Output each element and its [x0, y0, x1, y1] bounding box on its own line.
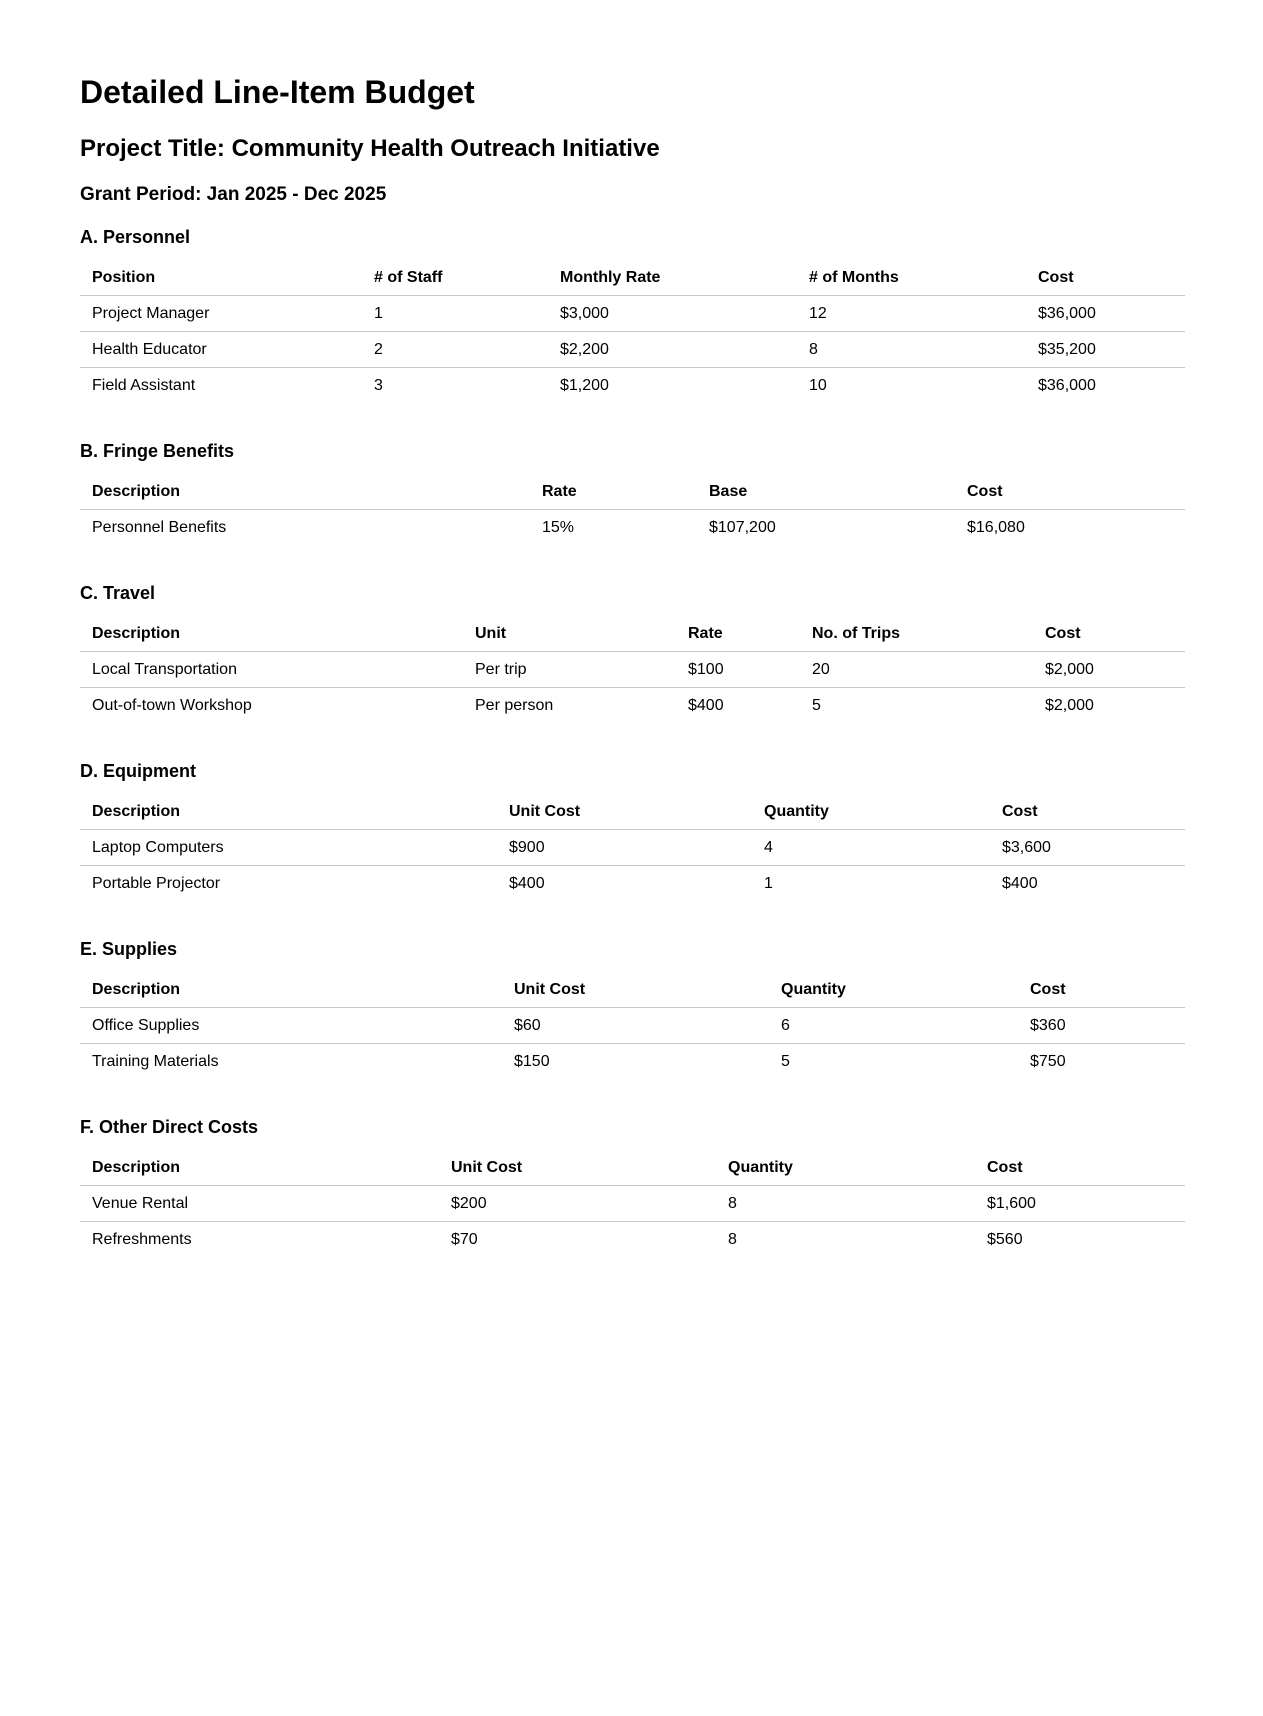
column-header: Cost	[990, 795, 1185, 830]
table-cell: $360	[1018, 1008, 1185, 1044]
table-row	[80, 1044, 1185, 1080]
table-cell: $150	[514, 1053, 550, 1070]
table-cell: 1	[362, 296, 548, 332]
travel-table	[80, 617, 1185, 723]
table-cell: $16,080	[967, 519, 1025, 536]
table-cell: $900	[497, 830, 752, 866]
table-header-row	[80, 475, 1185, 510]
table-cell: 5	[812, 697, 821, 714]
table-cell: 12	[797, 296, 1026, 332]
table-cell: 10	[809, 377, 827, 394]
table-row	[80, 368, 1185, 404]
table-header-row	[80, 261, 1185, 296]
table-cell: $400	[1002, 875, 1038, 892]
table-cell: $1,600	[975, 1186, 1185, 1222]
table-cell: $2,000	[1045, 697, 1094, 714]
table-cell: 8	[716, 1186, 975, 1222]
table-cell: Field Assistant	[92, 377, 196, 394]
table-header-row	[80, 617, 1185, 652]
column-header: # of Months	[797, 261, 1026, 296]
column-header: Description	[80, 973, 502, 1008]
table-cell: $2,000	[1033, 652, 1185, 688]
table-cell: $60	[502, 1008, 769, 1044]
table-row	[80, 652, 1185, 688]
table-cell: $750	[1030, 1053, 1066, 1070]
table-row	[80, 1186, 1185, 1222]
table-row	[80, 866, 1185, 902]
column-header: Cost	[975, 1151, 1185, 1186]
table-cell: $400	[688, 697, 724, 714]
table-cell: 1	[764, 875, 773, 892]
section-title-travel: C. Travel	[80, 583, 156, 603]
table-cell: $2,200	[548, 332, 797, 368]
table-row	[80, 1008, 1185, 1044]
column-header: Monthly Rate	[548, 261, 797, 296]
table-cell: $3,000	[548, 296, 797, 332]
section-title-other-direct-costs: F. Other Direct Costs	[80, 1117, 259, 1137]
table-cell: 8	[797, 332, 1026, 368]
column-header: Cost	[1018, 973, 1185, 1008]
column-header: Description	[80, 1151, 439, 1186]
table-cell: Project Manager	[80, 296, 362, 332]
table-cell: 5	[781, 1053, 790, 1070]
table-cell: Office Supplies	[80, 1008, 502, 1044]
table-cell: Venue Rental	[80, 1186, 439, 1222]
table-header-row	[80, 973, 1185, 1008]
section-title-personnel: A. Personnel	[80, 227, 191, 247]
section-title-fringe-benefits: B. Fringe Benefits	[80, 441, 235, 461]
table-cell: 2	[362, 332, 548, 368]
column-header: No. of Trips	[800, 617, 1033, 652]
column-header: Cost	[1033, 617, 1185, 652]
column-header: Unit	[463, 617, 676, 652]
column-header: Unit Cost	[439, 1151, 716, 1186]
table-cell: $36,000	[1026, 296, 1185, 332]
table-cell: $3,600	[990, 830, 1185, 866]
table-cell: 15%	[542, 519, 575, 536]
column-header: Base	[697, 475, 955, 510]
column-header: Unit Cost	[502, 973, 769, 1008]
table-cell: $100	[676, 652, 800, 688]
table-cell: $200	[439, 1186, 716, 1222]
column-header: Position	[80, 261, 362, 296]
grant-period: Grant Period: Jan 2025 - Dec 2025	[80, 184, 387, 205]
document-title: Detailed Line-Item Budget	[80, 74, 475, 110]
column-header: Description	[80, 475, 530, 510]
column-header: Cost	[1026, 261, 1185, 296]
table-header-row	[80, 795, 1185, 830]
column-header: Quantity	[769, 973, 1018, 1008]
table-cell: $70	[451, 1231, 478, 1248]
table-cell: Personnel Benefits	[92, 519, 227, 536]
supplies-table	[80, 973, 1185, 1079]
table-cell: $36,000	[1038, 377, 1096, 394]
table-row	[80, 332, 1185, 368]
table-cell: 6	[769, 1008, 1018, 1044]
table-row	[80, 688, 1185, 724]
section-title-equipment: D. Equipment	[80, 761, 196, 781]
table-row	[80, 296, 1185, 332]
table-cell: 8	[728, 1231, 737, 1248]
table-cell: Training Materials	[92, 1053, 219, 1070]
column-header: Description	[80, 617, 463, 652]
fringe-benefits-table	[80, 475, 1185, 545]
table-header-row	[80, 1151, 1185, 1186]
table-cell: Per person	[475, 697, 554, 714]
table-cell: 4	[752, 830, 990, 866]
column-header: Rate	[530, 475, 697, 510]
section-title-supplies: E. Supplies	[80, 939, 178, 959]
table-cell: $35,200	[1026, 332, 1185, 368]
column-header: # of Staff	[362, 261, 548, 296]
table-row	[80, 830, 1185, 866]
column-header: Quantity	[716, 1151, 975, 1186]
column-header: Description	[80, 795, 497, 830]
table-cell: Refreshments	[92, 1231, 192, 1248]
personnel-table	[80, 261, 1185, 403]
equipment-table	[80, 795, 1185, 901]
table-cell: Per trip	[463, 652, 676, 688]
table-cell: Health Educator	[80, 332, 362, 368]
table-cell: Laptop Computers	[80, 830, 497, 866]
column-header: Unit Cost	[497, 795, 752, 830]
table-cell: 20	[800, 652, 1033, 688]
column-header: Rate	[676, 617, 800, 652]
table-row	[80, 510, 1185, 546]
table-cell: Out-of-town Workshop	[92, 697, 252, 714]
column-header: Quantity	[752, 795, 990, 830]
other-direct-costs-table	[80, 1151, 1185, 1257]
table-cell: 3	[374, 377, 383, 394]
table-cell: $560	[987, 1231, 1023, 1248]
table-cell: $107,200	[709, 519, 776, 536]
table-cell: $400	[509, 875, 545, 892]
table-cell: $1,200	[560, 377, 609, 394]
table-row	[80, 1222, 1185, 1258]
project-title: Project Title: Community Health Outreach Initiative	[80, 135, 660, 162]
column-header: Cost	[955, 475, 1185, 510]
table-cell: Portable Projector	[92, 875, 221, 892]
table-cell: Local Transportation	[80, 652, 463, 688]
